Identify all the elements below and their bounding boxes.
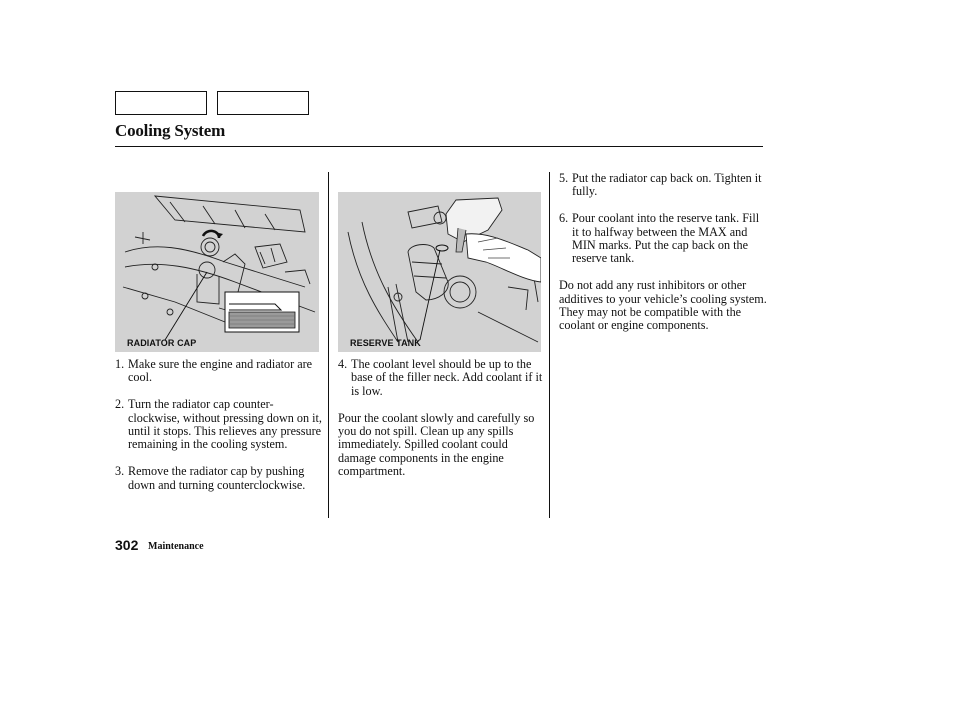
step-number: 3.: [115, 464, 125, 479]
reserve-tank-caption: RESERVE TANK: [350, 338, 421, 348]
step-number: 1.: [115, 357, 125, 371]
page-title: Cooling System: [115, 121, 226, 140]
page-number: 302: [115, 537, 139, 553]
step-text: Turn the radiator cap counter-clockwise, without pressing down on it, until it stops. This relieves any pressure remaining in the cooling system.: [128, 397, 322, 452]
step-text: Make sure the engine and radiator are cool.: [128, 357, 313, 385]
title-divider: [115, 146, 763, 147]
step-number: 4.: [338, 357, 348, 371]
step-4: [338, 358, 544, 398]
section-name: Maintenance: [148, 541, 204, 552]
text-column-3: [559, 172, 767, 346]
reserve-tank-drawing: [338, 192, 541, 352]
step-number: 6.: [559, 211, 569, 226]
nav-tab-box-2[interactable]: [217, 91, 309, 115]
radiator-cap-caption: RADIATOR CAP: [127, 338, 197, 348]
step-number: 2.: [115, 397, 125, 412]
step-6: [559, 212, 767, 266]
reserve-tank-illustration: [338, 192, 541, 352]
pour-slowly-paragraph: Pour the coolant slowly and carefully so you do not spill. Clean up any spills immediately. Spilled coolant could damage components in the engine compartment.: [338, 410, 535, 479]
step-3: [115, 465, 323, 492]
radiator-cap-drawing: [115, 192, 319, 352]
radiator-cap-illustration: [115, 192, 319, 352]
step-text: The coolant level should be up to the base of the filler neck. Add coolant if it is low.: [351, 357, 543, 398]
text-column-1: [115, 358, 323, 505]
no-additives-paragraph: Do not add any rust inhibitors or other additives to your vehicle’s cooling system. They may not be compatible with the coolant or engine components.: [559, 278, 767, 333]
step-text: Pour coolant into the reserve tank. Fill it to halfway between the MAX and MIN marks. Put the cap back on the reserve tank.: [572, 211, 760, 266]
step-5: [559, 172, 767, 199]
step-2: [115, 398, 323, 452]
nav-tab-box-1[interactable]: [115, 91, 207, 115]
column-divider-2: [549, 172, 550, 518]
step-text: Put the radiator cap back on. Tighten it fully.: [572, 171, 762, 199]
text-column-2: [338, 358, 544, 492]
column-divider-1: [328, 172, 329, 518]
step-text: Remove the radiator cap by pushing down and turning counterclockwise.: [128, 464, 306, 492]
step-number: 5.: [559, 171, 569, 185]
step-1: [115, 358, 323, 385]
